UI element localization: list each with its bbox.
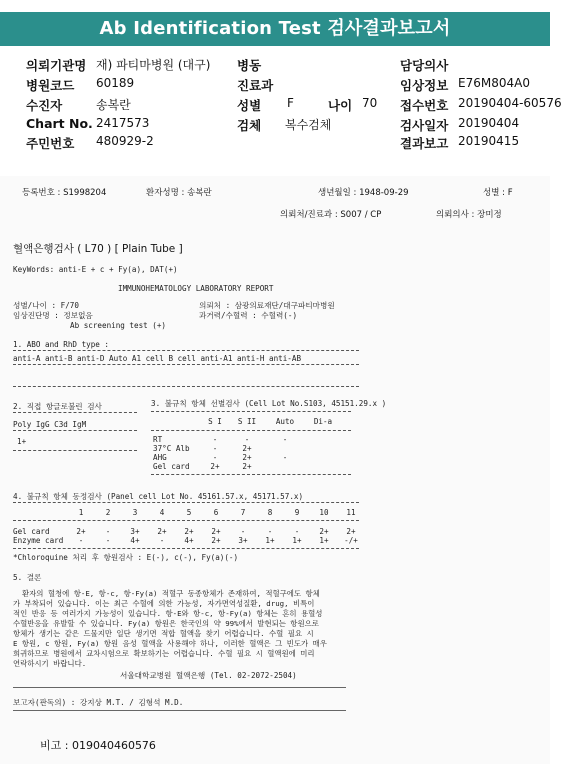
screen-rule-mid [151,430,351,431]
screen-rule-top [151,411,351,412]
chloroquine-note: *Chloroquine 처리 후 항원검사 : E(-), c(-), Fy(a)(-) [13,553,239,562]
id-label: 주민번호 [26,136,75,151]
conclusion-line: 수혈반응을 유발할 수 있습니다. Fy(a) 항원은 한국인의 약 99%에서 발현되는 항원으로 [13,619,319,628]
conclusion-line: 환자의 혈청에 항-E, 항-c, 항-Fy(a) 적혈구 동종항체가 존재하여, 적혈구에도 항체 [22,589,320,598]
code-value: 60189 [96,76,135,90]
registration-number: 등록번호 : S1998204 [22,188,107,198]
panel-cell: 1+ [319,536,329,545]
report-label: 결과보고 [400,136,449,151]
panel-cell: - [159,536,165,545]
dat-poly-value: 1+ [17,437,27,446]
patient-label: 수진자 [26,98,63,113]
conclusion-line: E 항원, c 항원, Fy(a) 항원 음성 혈액을 사용해야 하나, 이러한 혈액은 그 빈도가 매우 [13,639,327,648]
panel-cell: - [105,527,111,536]
testdate-label: 검사일자 [400,118,449,133]
conclusion-line: 희귀하므로 병원에서 교차시험으로 확보하기는 어렵습니다. 수혈 필요 시 혈액원에 미리 [13,649,315,658]
keywords: KeyWords: anti-E + c + Fy(a), DAT(+) [13,265,178,274]
screen-col-dia: Di-a [313,417,333,426]
report-value: 20190415 [458,134,520,148]
dat-rule-mid [13,430,137,431]
screen-cell: - [282,435,288,444]
scan-patient-name: 환자성명 : 송복란 [146,188,212,198]
screen-row-label: RT [153,435,163,444]
patient-value: 송복란 [96,98,131,112]
screen-cell: 2+ [242,453,252,462]
panel-rule-bottom [13,548,359,549]
dat-header: Poly IgG C3d IgM [13,420,87,429]
screen-col-auto: Auto [275,417,295,426]
panel-cell: -/+ [344,536,358,545]
clinical-label: 임상정보 [400,78,449,93]
screen-row [151,462,351,471]
screen-cell: - [212,435,218,444]
chart-label: Chart No. [26,116,93,131]
receipt-label: 접수번호 [400,98,449,113]
panel-cell: 4+ [130,536,140,545]
scan-sex: 성별 : F [483,188,513,198]
panel-row [13,536,359,545]
panel-row-label: Enzyme card [13,536,64,545]
panel-rule-mid [13,520,359,521]
code-label: 병원코드 [26,78,75,93]
panel-cell: 2+ [184,527,194,536]
screen-cell: - [244,435,250,444]
clinical-value: E76M804A0 [458,76,530,90]
reporter: 보고자(판독의) : 강지상 M.T. / 김형석 M.D. [13,698,184,707]
dept-label: 진료과 [237,78,274,93]
requester: 의뢰처 : 삼광의료재단/대구파티마병원 [199,301,335,310]
panel-col-6: 6 [213,508,219,517]
screen-row [151,435,351,444]
ward-label: 병동 [237,58,262,73]
panel-row-label: Gel card [13,527,50,536]
panel-col-8: 8 [267,508,273,517]
panel-row [13,527,359,536]
reporter-rule-bottom [13,710,346,711]
panel-rule-top [13,502,359,503]
receipt-value: 20190404-60576 [458,96,562,110]
conclusion-line: 적인 반응 등 여러가지 가능성이 있습니다. 항-E와 항-c, 항-Fy(a) 항체는 흔히 용혈성 [13,609,323,618]
screen-row-label: Gel card [153,462,190,471]
specimen-label: 검체 [237,118,262,133]
panel-cell: - [267,527,273,536]
panel-cell: 2+ [76,527,86,536]
panel-col-2: 2 [105,508,111,517]
dat-rule-top [13,412,137,413]
specimen-value: 복수검체 [285,118,332,132]
testdate-value: 20190404 [458,116,520,130]
abo-title: 1. ABO and RhD type : [13,340,110,349]
lab-report-heading: IMMUNOHEMATOLOGY LABORATORY REPORT [118,284,274,293]
conclusion-title: 5. 결론 [13,573,42,582]
conclusion-line: 항체가 생기는 같은 드물지만 일단 생기면 적합 혈액을 찾기 어렵습니다. 수혈 필요 시 [13,629,314,638]
panel-cell: - [240,527,246,536]
screen-header-row [151,417,351,427]
screen-title: 3. 불규칙 항체 선별검사 (Cell Lot No.S103, 45151.29.x ) [151,399,387,408]
abo-rule-bottom [13,386,359,387]
panel-cell: - [294,527,300,536]
age-label: 나이 [328,98,353,113]
panel-cell: 2+ [157,527,167,536]
requesting-dept: 의뢰처/진료과 : S007 / CP [280,210,382,220]
panel-col-10: 10 [319,508,329,517]
panel-cell: 2+ [211,536,221,545]
screen-col-si: S I [208,417,222,426]
doctor-label: 담당의사 [400,58,449,73]
ab-screen-result: Ab screening test (+) [70,321,167,330]
screen-cell: - [212,444,218,453]
panel-col-3: 3 [132,508,138,517]
panel-cell: 3+ [130,527,140,536]
screen-cell: - [282,453,288,462]
panel-col-7: 7 [240,508,246,517]
panel-col-9: 9 [294,508,300,517]
dat-title: 2. 직접 항글로불린 검사 [13,402,102,411]
panel-header-row [13,508,359,518]
date-of-birth: 생년월일 : 1948-09-29 [318,188,409,198]
panel-cell: 2+ [346,527,356,536]
abo-header: anti-A anti-B anti-D Auto A1 cell B cell anti-A1 anti-H anti-AB [13,354,302,363]
transfusion-history: 과거력/수혈력 : 수혈력(-) [199,311,298,320]
screen-cell: - [212,453,218,462]
panel-col-4: 4 [159,508,165,517]
panel-cell: 3+ [238,536,248,545]
screen-row [151,444,351,453]
screen-row-label: 37°C Alb [153,444,190,453]
dat-rule-bottom [13,450,137,451]
panel-cell: 4+ [184,536,194,545]
requesting-doctor: 의뢰의사 : 장미정 [436,210,502,220]
report-title: Ab Identification Test 검사결과보고서 [0,12,550,46]
abo-rule-mid [13,364,359,365]
panel-col-1: 1 [78,508,84,517]
sex-age: 성별/나이 : F/70 [13,301,79,310]
panel-col-5: 5 [186,508,192,517]
panel-cell: 1+ [265,536,275,545]
sex-value: F [287,96,294,110]
chart-value: 2417573 [96,116,150,130]
conclusion-line: 가 부착되어 있습니다. 이는 최근 수혈에 의한 가능성, 자가면역성질환, drug, 비특이 [13,599,315,608]
panel-cell: 2+ [211,527,221,536]
abo-rule-top [13,350,359,351]
screen-rule-bottom [151,474,351,475]
id-value: 480929-2 [96,134,154,148]
hospital-value: 재) 파티마병원 (대구) [96,58,211,72]
panel-cell: 1+ [292,536,302,545]
reporter-rule-top [13,687,346,688]
screen-col-sii: S II [237,417,257,426]
screen-row [151,453,351,462]
sex-label: 성별 [237,98,262,113]
screen-cell: 2+ [242,462,252,471]
remark: 비고 : 019040460576 [40,739,156,752]
lab-name: 서울대학교병원 혈액은행 (Tel. 02-2072-2504) [120,671,297,680]
panel-title: 4. 불규칙 항체 동정검사 (Panel cell Lot No. 45161.57.x, 45171.57.x) [13,492,304,501]
panel-cell: - [105,536,111,545]
conclusion-line: 연락하시기 바랍니다. [13,659,87,668]
panel-cell: - [78,536,84,545]
panel-cell: 2+ [319,527,329,536]
screen-row-label: AHG [153,453,167,462]
clinical-diagnosis: 임상진단명 : 정보없음 [13,311,93,320]
section-title: 혈액은행검사 ( L70 ) [ Plain Tube ] [13,243,183,255]
hospital-label: 의뢰기관명 [26,58,87,73]
panel-col-11: 11 [346,508,356,517]
screen-cell: 2+ [242,444,252,453]
screen-cell: 2+ [210,462,220,471]
age-value: 70 [362,96,378,110]
